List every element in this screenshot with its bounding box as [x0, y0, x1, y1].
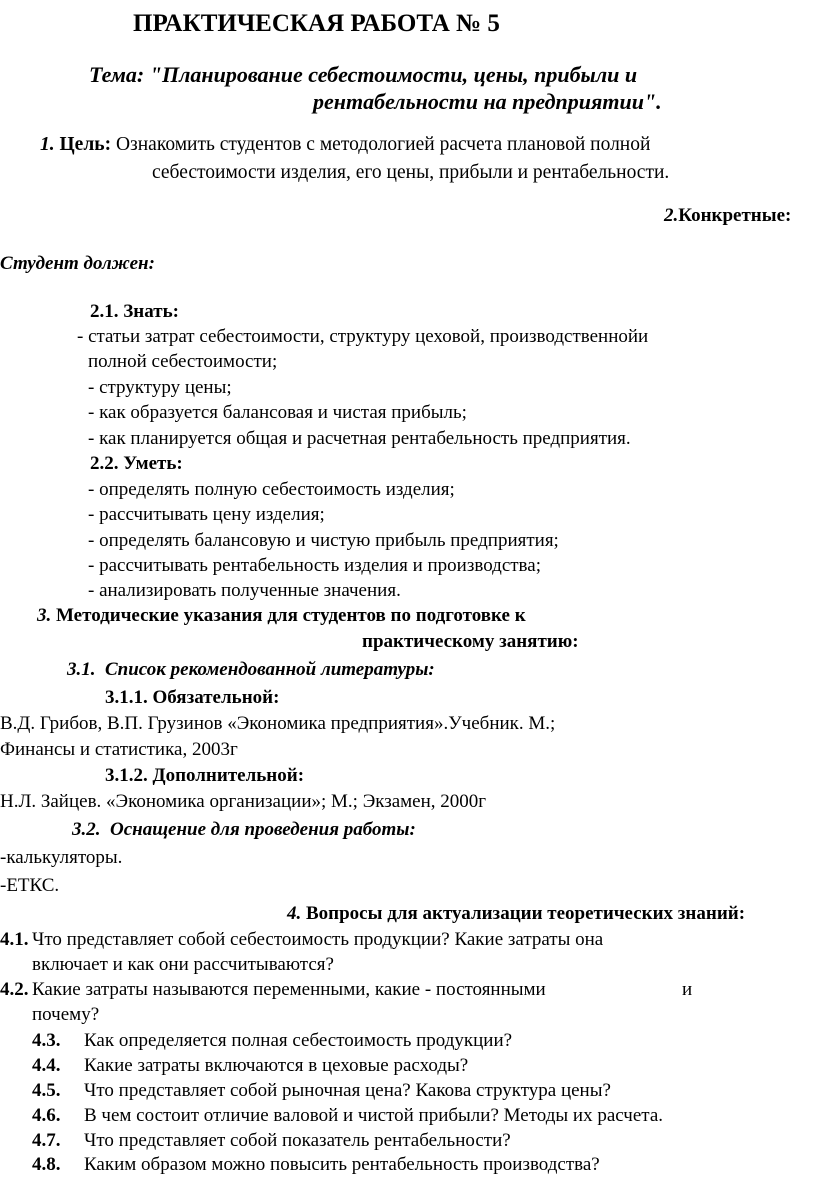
know-item: - структуру цены;: [88, 377, 232, 398]
questions-heading: [287, 903, 745, 925]
theme-line-1: Тема: "Планирование себестоимости, цены, прибыли и: [89, 62, 638, 87]
page-title: ПРАКТИЧЕСКАЯ РАБОТА № 5: [133, 10, 500, 37]
equipment-title: Оснащение для проведения работы:: [110, 819, 416, 840]
know-heading: 2.1. Знать:: [90, 301, 179, 322]
question-number: 4.8.: [32, 1154, 61, 1175]
questions-title: Вопросы для актуализации теоретических знаний:: [306, 903, 746, 924]
questions-number: 4.: [287, 903, 302, 924]
question-number: 4.6.: [32, 1105, 61, 1126]
question-number: 4.4.: [32, 1055, 61, 1076]
question-text: Каким образом можно повысить рентабельность производства?: [84, 1154, 600, 1175]
question-item: [32, 1055, 468, 1077]
question-text: Какие затраты включаются в цеховые расходы?: [84, 1055, 469, 1076]
mandatory-item: В.Д. Грибов, В.П. Грузинов «Экономика предприятия».Учебник. М.;: [0, 713, 556, 734]
mandatory-item: Финансы и статистика, 2003г: [0, 739, 238, 760]
method-text-1: Методические указания для студентов по подготовке к: [56, 605, 526, 626]
question-text: Что представляет собой показатель рентабельности?: [84, 1130, 511, 1151]
question-number: 4.1.: [0, 929, 29, 950]
equipment-item: -ЕТКС.: [0, 875, 60, 896]
question-item: [32, 1080, 611, 1102]
specific-number: 2.: [664, 205, 679, 226]
goal-text-1: Ознакомить студентов с методологией расчета плановой полной: [115, 134, 651, 155]
theme-line-2: рентабельности на предприятии".: [313, 89, 662, 114]
goal-label: Цель:: [59, 134, 112, 155]
specific-label: Конкретные:: [678, 205, 792, 226]
question-text: Какие затраты называются переменными, какие - постоянными: [32, 979, 546, 1000]
question-number: 4.2.: [0, 979, 29, 1000]
question-number: 4.5.: [32, 1080, 61, 1101]
can-item: - рассчитывать рентабельность изделия и производства;: [88, 555, 541, 576]
goal-line-2: себестоимости изделия, его цены, прибыли и рентабельности.: [152, 162, 670, 183]
question-text: В чем состоит отличие валовой и чистой прибыли? Методы их расчета.: [84, 1105, 664, 1126]
method-heading-2: практическому занятию:: [362, 631, 579, 652]
equipment-number: 3.2.: [72, 819, 101, 840]
method-heading-1: [37, 605, 526, 627]
know-item: полной себестоимости;: [88, 351, 278, 372]
question-item: [0, 929, 603, 951]
question-text: Что представляет собой себестоимость продукции? Какие затраты она: [32, 929, 604, 950]
specific-heading: [664, 205, 791, 227]
additional-item: Н.Л. Зайцев. «Экономика организации»; М.; Экзамен, 2000г: [0, 791, 487, 812]
can-item: - определять балансовую и чистую прибыль предприятия;: [88, 530, 559, 551]
goal-number: 1.: [40, 134, 55, 155]
question-item: [32, 1130, 511, 1152]
question-item: [32, 1154, 600, 1176]
know-item: - как планируется общая и расчетная рентабельность предприятия.: [88, 428, 631, 449]
goal-line-1: [40, 134, 650, 156]
question-number: 4.3.: [32, 1030, 61, 1051]
can-heading: 2.2. Уметь:: [90, 453, 183, 474]
question-text-extra: и: [682, 979, 693, 1000]
equipment-heading: [72, 819, 416, 841]
literature-number: 3.1.: [67, 659, 96, 680]
question-number: 4.7.: [32, 1130, 61, 1151]
question-item: [32, 1105, 663, 1127]
question-text-cont: включает и как они рассчитываются?: [32, 954, 334, 975]
can-item: - определять полную себестоимость изделия;: [88, 479, 455, 500]
can-item: - рассчитывать цену изделия;: [88, 504, 325, 525]
question-text: Как определяется полная себестоимость продукции?: [84, 1030, 513, 1051]
know-item: - как образуется балансовая и чистая прибыль;: [88, 402, 467, 423]
question-item: [32, 1030, 512, 1052]
question-item: [0, 979, 546, 1001]
student-must-heading: Студент должен:: [0, 253, 155, 274]
additional-heading: 3.1.2. Дополнительной:: [105, 765, 305, 786]
know-item: - статьи затрат себестоимости, структуру цеховой, производственнойи: [77, 326, 649, 347]
can-item: - анализировать полученные значения.: [88, 580, 401, 601]
question-text-cont: почему?: [32, 1004, 100, 1025]
literature-heading: [67, 659, 435, 681]
mandatory-heading: 3.1.1. Обязательной:: [105, 687, 280, 708]
question-text: Что представляет собой рыночная цена? Какова структура цены?: [84, 1080, 611, 1101]
equipment-item: -калькуляторы.: [0, 847, 123, 868]
literature-title: Список рекомендованной литературы:: [105, 659, 435, 680]
method-number: 3.: [37, 605, 52, 626]
